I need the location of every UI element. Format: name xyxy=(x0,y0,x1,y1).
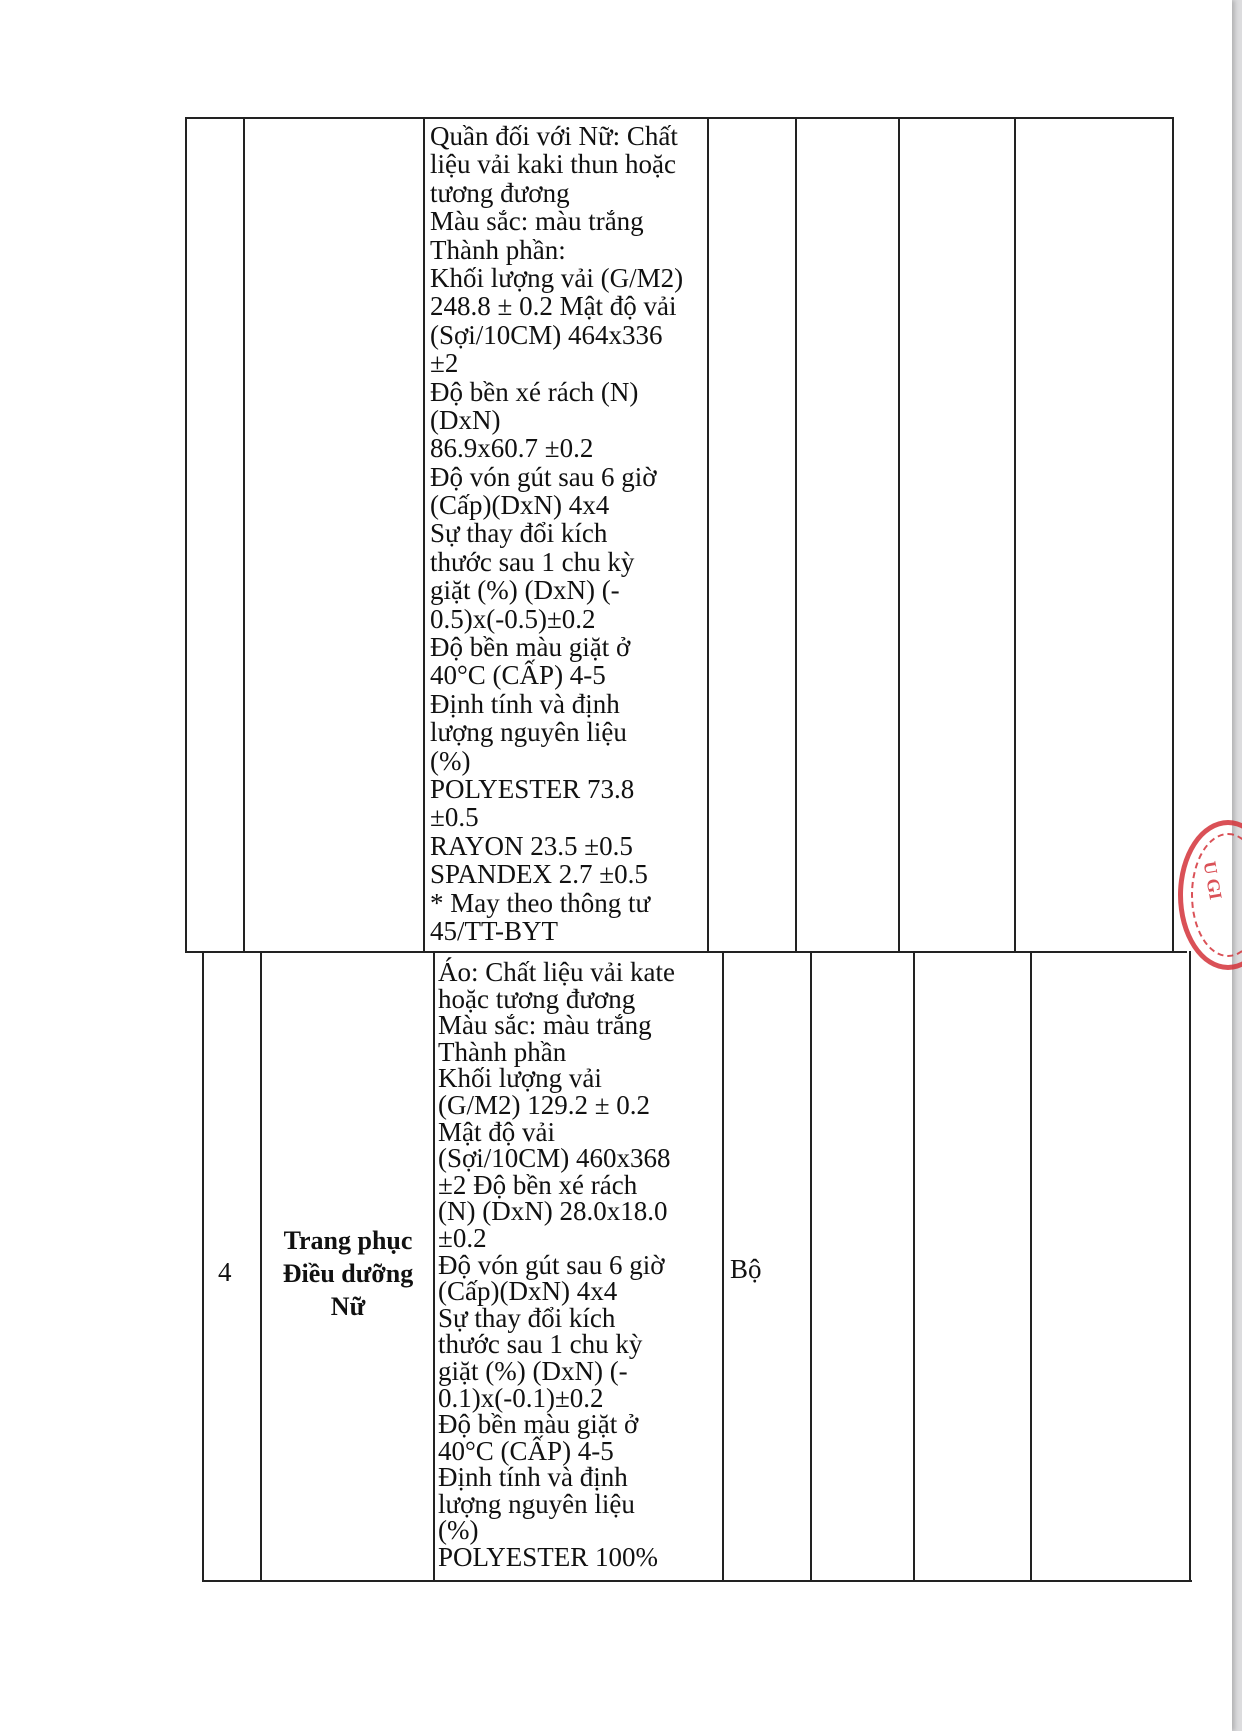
spec-line: Mật độ vải xyxy=(438,1116,555,1147)
spec-line: (Sợi/10CM) 460x368 xyxy=(438,1143,671,1174)
spec-line: Độ bền màu giặt ở xyxy=(430,632,631,663)
spec-line: Độ vón gút sau 6 giờ xyxy=(430,461,657,492)
spec-line: 0.5)x(-0.5)±0.2 xyxy=(430,603,596,634)
spec-line: ±0.5 xyxy=(430,802,479,833)
col-line-1b xyxy=(202,951,204,1582)
col-line-7b xyxy=(1030,951,1032,1582)
col-line-2 xyxy=(243,117,245,952)
col-line-6b xyxy=(913,951,915,1582)
spec-line: * May theo thông tư xyxy=(430,887,651,918)
col-line-3 xyxy=(423,117,425,952)
spec-line: Thành phần xyxy=(438,1036,567,1067)
col-line-7 xyxy=(1014,117,1016,952)
spec-line: (G/M2) 129.2 ± 0.2 xyxy=(438,1089,651,1120)
spec-line: (DxN) xyxy=(430,404,501,435)
spec-line: Độ vón gút sau 6 giờ xyxy=(438,1249,665,1280)
spec-line: ±2 xyxy=(430,348,459,379)
spec-line: Sự thay đổi kích xyxy=(430,518,608,549)
item-name-line-2: Điều dưỡng xyxy=(282,1259,414,1288)
spec-line: ±2 Độ bền xé rách xyxy=(438,1169,638,1200)
spec-line: 248.8 ± 0.2 Mật độ vải xyxy=(430,291,677,322)
spec-line: SPANDEX 2.7 ±0.5 xyxy=(430,859,648,890)
spec-line: Sự thay đổi kích xyxy=(438,1302,616,1333)
table-bottom-border xyxy=(202,1580,1192,1582)
spec-line: hoặc tương đương xyxy=(438,983,636,1014)
spec-line: 40°C (CẤP) 4-5 xyxy=(430,660,606,691)
spec-line: POLYESTER 73.8 xyxy=(430,773,635,804)
spec-line: Độ bền xé rách (N) xyxy=(430,376,639,407)
spec-line: RAYON 23.5 ±0.5 xyxy=(430,830,633,861)
spec-line: Màu sắc: màu trắng xyxy=(438,1010,652,1041)
spec-line: tương đương xyxy=(430,177,570,208)
spec-line: giặt (%) (DxN) (- xyxy=(430,575,620,606)
unit-value: Bộ xyxy=(730,1254,762,1284)
stt-value: 4 xyxy=(218,1257,232,1287)
spec-line: (N) (DxN) 28.0x18.0 xyxy=(438,1196,668,1227)
table-top-border xyxy=(185,117,1173,119)
spec-cell-lower xyxy=(438,957,675,1573)
spec-line: lượng nguyên liệu xyxy=(438,1488,635,1519)
spec-line: thước sau 1 chu kỳ xyxy=(438,1329,643,1360)
spec-line: (Cấp)(DxN) 4x4 xyxy=(438,1276,618,1307)
spec-cell-upper xyxy=(430,122,683,945)
stamp-text: U GI xyxy=(1199,859,1226,902)
item-name-line-1: Trang phục xyxy=(283,1226,413,1255)
item-name-cell xyxy=(262,1224,434,1323)
col-line-5 xyxy=(795,117,797,952)
spec-line: (Cấp)(DxN) 4x4 xyxy=(430,490,610,521)
spec-line: Áo: Chất liệu vải kate xyxy=(438,957,675,987)
spec-line: ±0.2 xyxy=(438,1222,487,1253)
spec-line: Định tính và định xyxy=(430,688,620,719)
spec-line: (%) xyxy=(430,745,471,776)
spec-line: 40°C (CẤP) 4-5 xyxy=(438,1435,614,1466)
col-line-5b xyxy=(810,951,812,1582)
spec-line: Thành phần: xyxy=(430,234,566,265)
col-line-4b xyxy=(722,951,724,1582)
spec-line: thước sau 1 chu kỳ xyxy=(430,546,635,577)
spec-line: 0.1)x(-0.1)±0.2 xyxy=(438,1382,604,1413)
spec-line: Khối lượng vải xyxy=(438,1063,602,1094)
spec-line: liệu vải kaki thun hoặc xyxy=(430,149,676,180)
spec-line: 86.9x60.7 ±0.2 xyxy=(430,433,594,464)
spec-line: 45/TT-BYT xyxy=(430,915,558,946)
item-name-line-3: Nữ xyxy=(330,1292,366,1321)
spec-line: POLYESTER 100% xyxy=(438,1542,659,1573)
table-row-divider xyxy=(185,951,1187,953)
col-line-8b xyxy=(1189,951,1191,1582)
col-line-6 xyxy=(898,117,900,952)
stt-cell xyxy=(218,1258,232,1286)
spec-line: Độ bền màu giặt ở xyxy=(438,1409,639,1440)
col-line-8 xyxy=(1172,117,1174,952)
spec-line: Định tính và định xyxy=(438,1462,628,1493)
spec-line: Quần đối với Nữ: Chất xyxy=(430,121,678,151)
spec-line: Khối lượng vải (G/M2) xyxy=(430,262,684,293)
col-line-1 xyxy=(185,117,187,952)
spec-line: giặt (%) (DxN) (- xyxy=(438,1355,628,1386)
col-line-4 xyxy=(707,117,709,952)
spec-line: (%) xyxy=(438,1515,479,1546)
spec-line: (Sợi/10CM) 464x336 xyxy=(430,319,663,350)
spec-line: lượng nguyên liệu xyxy=(430,717,627,748)
spec-line: Màu sắc: màu trắng xyxy=(430,206,644,237)
unit-cell xyxy=(730,1255,762,1283)
